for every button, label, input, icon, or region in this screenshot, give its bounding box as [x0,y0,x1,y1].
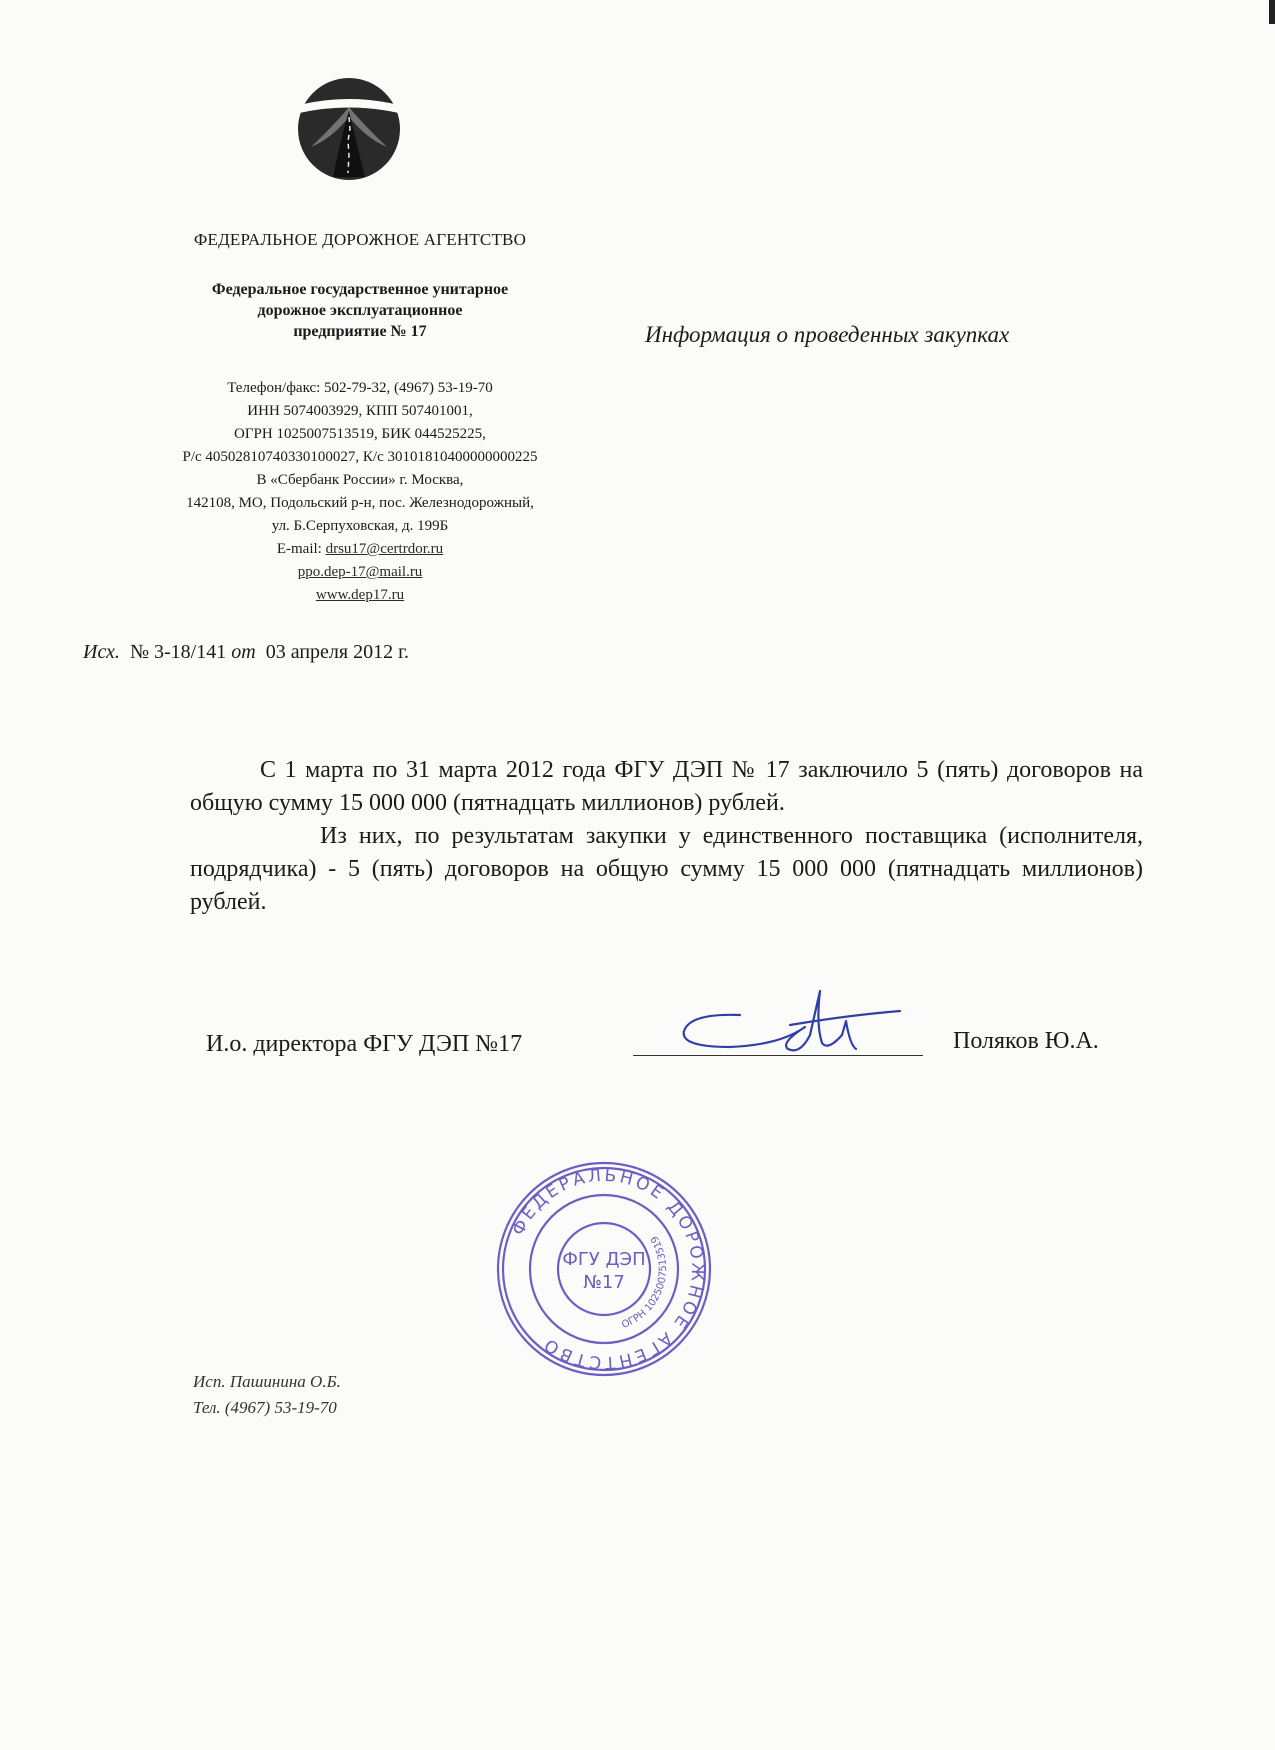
letter-subject: Информация о проведенных закупках [645,322,1010,347]
body-paragraph: С 1 марта по 31 марта 2012 года ФГУ ДЭП № 17 заключило 5 (пять) договоров на общую сумму 15 000 000 (пятнадцать миллионов) рублей. [190,757,1143,816]
outgoing-date: 03 апреля 2012 г. [265,641,410,663]
org-line: предприятие № 17 [293,323,427,340]
executor-name: Исп. Пашинина О.Б. [193,1372,341,1391]
official-stamp-icon [493,1158,715,1380]
contact-details [110,377,610,607]
contact-line: ОГРН 1025007513519, БИК 044525225, [234,426,486,442]
outgoing-reference [83,641,409,664]
email-line [110,538,610,561]
email-link-1[interactable]: drsu17@certrdor.ru [325,541,444,557]
agency-name: ФЕДЕРАЛЬНОЕ ДОРОЖНОЕ АГЕНТСТВО [193,230,527,249]
contact-line: Р/с 40502810740330100027, К/с 30101810400000000225 [182,449,538,465]
email-link-2[interactable]: ppo.dep-17@mail.ru [297,564,423,580]
signatory-name: Поляков Ю.А. [953,1028,1099,1054]
stamp-center-line2: №17 [583,1272,625,1293]
organization-name [120,279,600,342]
signatory-title: И.о. директора ФГУ ДЭП №17 [206,1031,523,1057]
outgoing-number: № 3-18/141 [129,641,227,663]
handwritten-signature [670,985,910,1060]
website-link[interactable]: www.dep17.ru [315,587,405,603]
contact-line: ИНН 5074003929, КПП 507401001, [247,403,473,419]
contact-line: ул. Б.Серпуховская, д. 199Б [271,518,449,534]
executor-phone: Тел. (4967) 53-19-70 [193,1398,337,1417]
contact-line: Телефон/факс: 502-79-32, (4967) 53-19-70 [227,380,493,396]
contact-line: В «Сбербанк России» г. Москва, [256,472,464,488]
stamp-inner-text: ОГРН 1025007513519 [620,1233,670,1331]
email-label: E-mail: [276,541,326,557]
contact-line: 142108, МО, Подольский р-н, пос. Железнодорожный, [186,495,534,511]
stamp-outer-text: ФЕДЕРАЛЬНОЕ ДОРОЖНОЕ АГЕНТСТВО [508,1165,708,1373]
org-line: дорожное эксплуатационное [257,302,463,319]
outgoing-label: Исх. [83,641,120,663]
road-emblem-icon [297,77,401,181]
outgoing-from-label: от [231,641,256,663]
stamp-center-line1: ФГУ ДЭП [562,1249,646,1270]
scan-edge-mark [1269,0,1275,24]
letter-body [190,754,1143,919]
body-paragraph: Из них, по результатам закупки у единственного поставщика (исполнителя, подрядчика) - 5 (пять) договоров на общую сумму 15 000 000 (пятнадцать миллионов) рублей. [190,823,1143,915]
executor-info [193,1369,341,1421]
org-line: Федеральное государственное унитарное [211,281,509,298]
